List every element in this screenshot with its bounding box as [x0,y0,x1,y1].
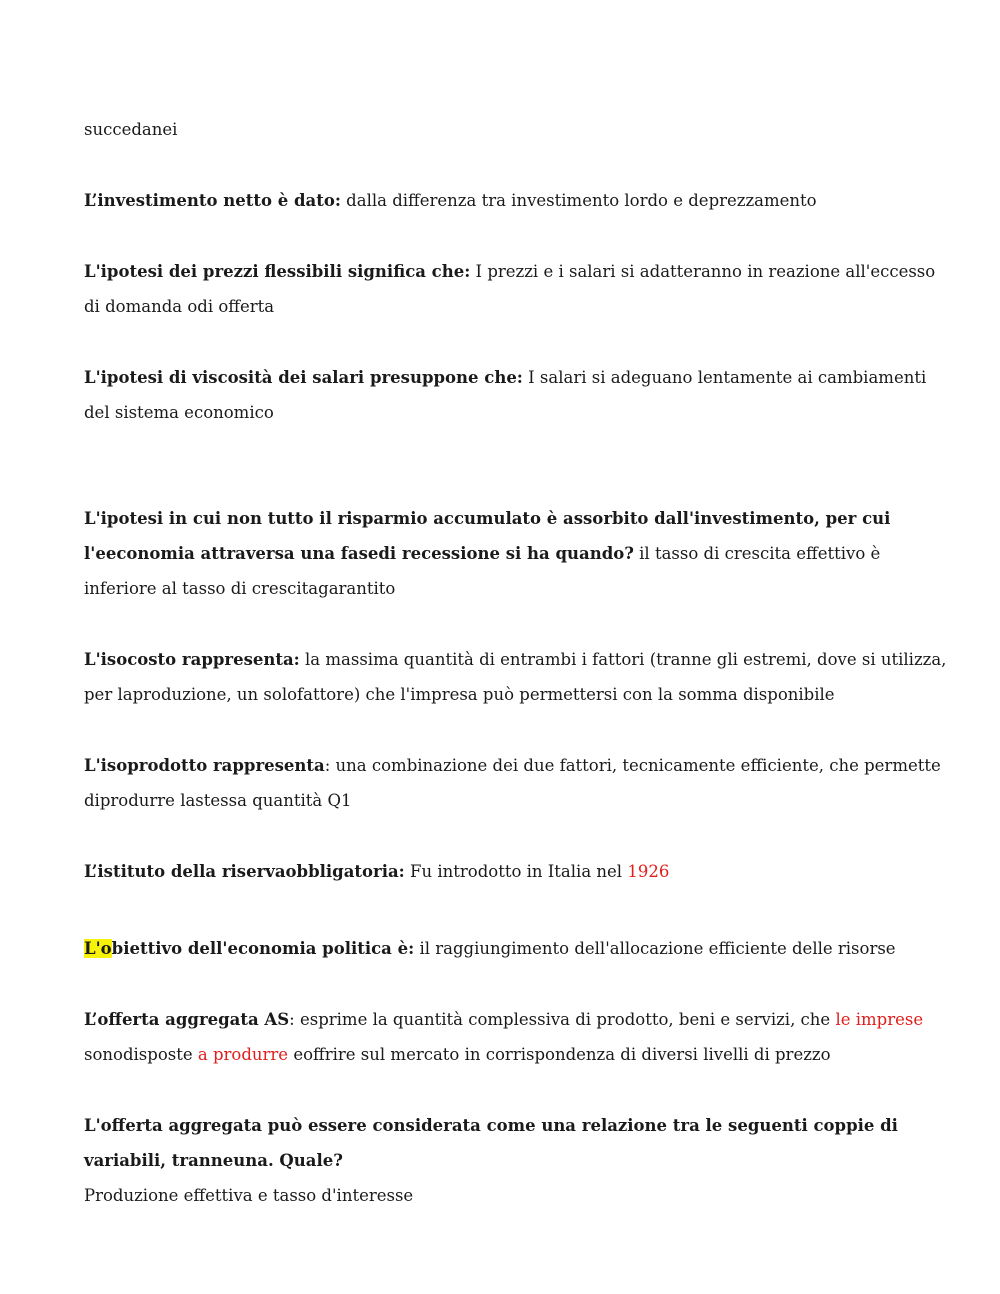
answer-text: la massima quantità di entrambi i fattori (tranne gli estremi, dove si utilizza, per laproduzione, un solofattore) che l'impresa può permettersi con la somma disponibile [84,650,947,704]
paragraph-isocosto [84,642,956,712]
paragraph-offerta-aggregata-relazione [84,1108,956,1213]
question-label: biettivo dell'economia politica è: [111,939,415,958]
paragraph-riserva-obbligatoria [84,854,956,889]
paragraph-investimento-netto [84,183,956,218]
paragraph-text: succedanei [84,120,178,139]
question-label: L'ipotesi in cui non tutto il risparmio accumulato è assorbito dall'investimento, per cui l'eeconomia attraversa una fasedi recessione si ha quando? [84,509,891,563]
highlighted-year: 1926 [627,862,670,881]
answer-text-3: eoffrire sul mercato in corrispondenza di diversi livelli di prezzo [288,1045,831,1064]
question-label: L’investimento netto è dato: [84,191,341,210]
answer-text: I prezzi e i salari si adatteranno in reazione all'eccesso di domanda odi offerta [84,262,936,316]
question-label: L'isoprodotto rappresenta [84,756,325,775]
answer-text: il tasso di crescita effettivo è inferiore al tasso di crescitagarantito [84,544,881,598]
answer-text: il raggiungimento dell'allocazione efficiente delle risorse [414,939,896,958]
question-label: L’offerta aggregata AS [84,1010,290,1029]
question-label: L'isocosto rappresenta: [84,650,300,669]
answer-text-2: sonodisposte [84,1045,198,1064]
red-text-produrre: a produrre [197,1045,289,1064]
highlighted-text: L'o [84,939,112,958]
paragraph-isoprodotto [84,748,956,818]
answer-text: Produzione effettiva e tasso d'interesse [84,1186,414,1205]
paragraph-succedanei [84,112,956,147]
paragraph-risparmio-recessione [84,501,956,606]
red-text-imprese: le imprese [835,1010,924,1029]
answer-text: I salari si adeguano lentamente ai cambiamenti del sistema economico [84,368,927,422]
question-label: L’istituto della riservaobbligatoria: [84,862,405,881]
question-label: L'offerta aggregata può essere considerata come una relazione tra le seguenti coppie di variabili, tranneuna. Quale? [84,1116,898,1170]
answer-text: : una combinazione dei due fattori, tecnicamente efficiente, che permette diprodurre lastessa quantità Q1 [84,756,941,810]
document-page [84,112,956,1213]
question-label: L'ipotesi dei prezzi flessibili significa che: [84,262,471,281]
answer-text: dalla differenza tra investimento lordo e deprezzamento [340,191,817,210]
paragraph-offerta-aggregata-as [84,1002,956,1072]
answer-text: Fu introdotto in Italia nel [404,862,628,881]
question-label: L'ipotesi di viscosità dei salari presuppone che: [84,368,523,387]
paragraph-prezzi-flessibili [84,254,956,324]
answer-text: : esprime la quantità complessiva di prodotto, beni e servizi, che [289,1010,836,1029]
paragraph-obiettivo-economia [84,931,956,966]
paragraph-viscosita-salari [84,360,956,430]
